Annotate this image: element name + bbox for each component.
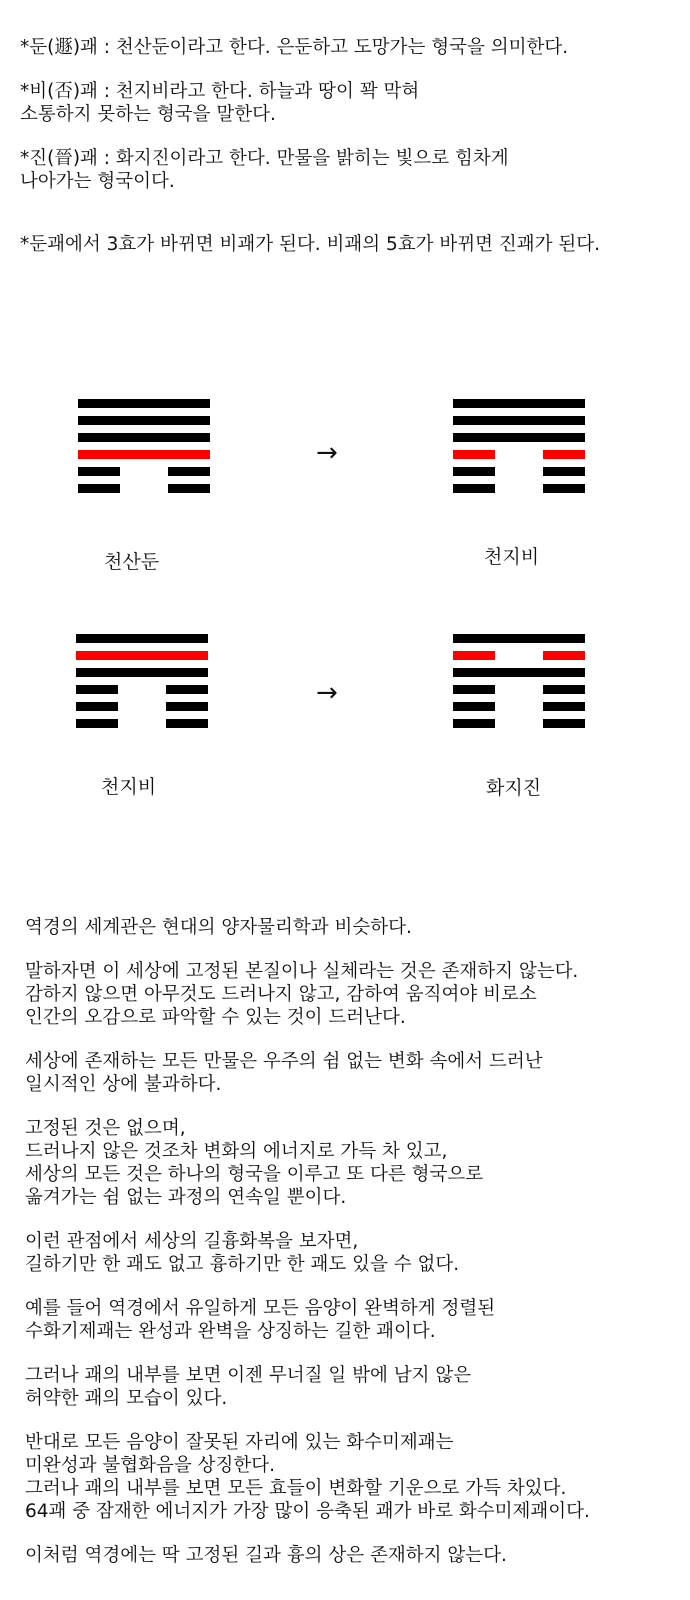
yin-line: [76, 719, 208, 728]
yang-line: [453, 634, 585, 643]
arrow-icon: →: [316, 678, 338, 708]
line-segment: [76, 685, 118, 694]
line-segment: [453, 668, 585, 677]
line-segment: [453, 399, 585, 408]
line-segment: [76, 702, 118, 711]
line-segment: [453, 685, 495, 694]
line-segment: [543, 450, 585, 459]
arrow-icon: →: [316, 438, 338, 468]
paragraph: 역경의 세계관은 현대의 양자물리학과 비슷하다.: [25, 917, 412, 938]
paragraph: 이처럼 역경에는 딱 고정된 길과 흉의 상은 존재하지 않는다.: [25, 1545, 507, 1566]
yin-line: [453, 702, 585, 711]
line-segment: [76, 668, 208, 677]
line-segment: [453, 416, 585, 425]
line-segment: [78, 467, 120, 476]
line-segment: [543, 685, 585, 694]
line-segment: [453, 433, 585, 442]
yin-line-changed: [453, 450, 585, 459]
line-segment: [543, 651, 585, 660]
line-segment: [76, 651, 208, 660]
intro-bi: *비(否)괘 : 천지비라고 한다. 하늘과 땅이 꽉 막혀 소통하지 못하는 형국을 말한다.: [20, 81, 420, 125]
line-segment: [76, 634, 208, 643]
yang-line: [453, 433, 585, 442]
line-segment: [453, 484, 495, 493]
line-segment: [543, 467, 585, 476]
yin-line: [453, 467, 585, 476]
line-segment: [78, 416, 210, 425]
transition-note: *둔괘에서 3효가 바뀌면 비괘가 된다. 비괘의 5효가 바뀌면 진괘가 된다.: [20, 234, 600, 255]
line-segment: [166, 702, 208, 711]
paragraph: 세상에 존재하는 모든 만물은 우주의 쉼 없는 변화 속에서 드러난 일시적인 상에 불과하다.: [25, 1051, 543, 1095]
paragraph: 말하자면 이 세상에 고정된 본질이나 실체라는 것은 존재하지 않는다. 감하지 않으면 아무것도 드러나지 않고, 감하여 움직여야 비로소 인간의 오감으로 파악할 수 있는 것이 드러난다.: [25, 961, 579, 1028]
caption-hwajijin: 화지진: [486, 777, 542, 799]
line-segment: [453, 634, 585, 643]
line-segment: [453, 719, 495, 728]
line-segment: [453, 651, 495, 660]
paragraph: 예를 들어 역경에서 유일하게 모든 음양이 완벽하게 정렬된 수화기제괘는 완성과 완벽을 상징하는 길한 괘이다.: [25, 1298, 496, 1342]
line-segment: [453, 467, 495, 476]
hexagram-cheonsandun: [78, 399, 210, 501]
paragraph: 반대로 모든 음양이 잘못된 자리에 있는 화수미제괘는 미완성과 불협화음을 상징한다. 그러나 괘의 내부를 보면 모든 효들이 변화할 기운으로 가득 차있다. 64괘 중 잠재한 에너지가 가장 많이 응축된 괘가 바로 화수미제괘이다.: [25, 1432, 590, 1522]
hexagram-hwajijin: [453, 634, 585, 736]
yang-line: [76, 668, 208, 677]
line-segment: [543, 719, 585, 728]
body-section: [25, 916, 675, 1588]
intro-jin: *진(晉)괘 : 화지진이라고 한다. 만물을 밝히는 빛으로 힘차게 나아가는 형국이다.: [20, 148, 509, 192]
line-segment: [78, 484, 120, 493]
line-segment: [543, 702, 585, 711]
yang-line: [453, 668, 585, 677]
line-segment: [166, 719, 208, 728]
intro-dun: *둔(遯)괘 : 천산둔이라고 한다. 은둔하고 도망가는 형국을 의미한다.: [20, 37, 569, 58]
line-segment: [78, 433, 210, 442]
line-segment: [168, 484, 210, 493]
caption-cheonjibi-2: 천지비: [101, 776, 157, 798]
yang-line: [78, 399, 210, 408]
yang-line: [78, 433, 210, 442]
paragraph: 이런 관점에서 세상의 길흉화복을 보자면, 길하기만 한 괘도 없고 흉하기만 한 괘도 있을 수 없다.: [25, 1231, 460, 1275]
paragraph: 그러나 괘의 내부를 보면 이젠 무너질 일 밖에 남지 않은 허약한 괘의 모습이 있다.: [25, 1365, 472, 1409]
line-segment: [76, 719, 118, 728]
caption-cheonjibi: 천지비: [484, 546, 540, 568]
yin-line-changed: [453, 651, 585, 660]
line-segment: [543, 484, 585, 493]
yang-line-changed: [78, 450, 210, 459]
yin-line: [453, 719, 585, 728]
yang-line: [453, 416, 585, 425]
hexagram-cheonjibi-2: [76, 634, 208, 736]
yang-line-changed: [76, 651, 208, 660]
line-segment: [78, 399, 210, 408]
yin-line: [76, 702, 208, 711]
yang-line: [453, 399, 585, 408]
line-segment: [166, 685, 208, 694]
yin-line: [453, 685, 585, 694]
line-segment: [168, 467, 210, 476]
yin-line: [78, 467, 210, 476]
intro-section: [20, 36, 680, 277]
paragraph: 고정된 것은 없으며, 드러나지 않은 것조차 변화의 에너지로 가득 차 있고, 세상의 모든 것은 하나의 형국을 이루고 또 다른 형국으로 옮겨가는 쉼 없는 과정의 연속일 뿐이다.: [25, 1118, 484, 1208]
line-segment: [453, 702, 495, 711]
caption-cheonsandun: 천산둔: [104, 551, 160, 573]
line-segment: [78, 450, 210, 459]
yang-line: [76, 634, 208, 643]
yin-line: [78, 484, 210, 493]
hexagram-cheonjibi: [453, 399, 585, 501]
yang-line: [78, 416, 210, 425]
yin-line: [76, 685, 208, 694]
yin-line: [453, 484, 585, 493]
line-segment: [453, 450, 495, 459]
